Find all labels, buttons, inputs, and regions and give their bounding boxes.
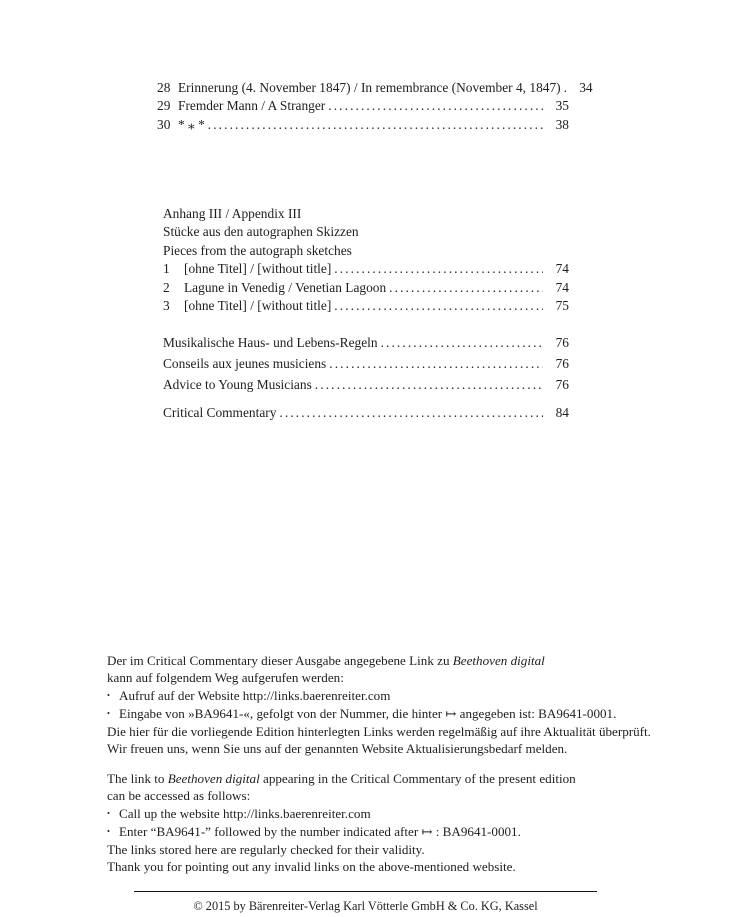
toc-entry-title: [ohne Titel] / [without title]	[184, 298, 332, 314]
note-bullet-line	[107, 687, 687, 705]
toc-entry-title: Fremder Mann / A Stranger	[178, 98, 326, 114]
copyright-text: © 2015 by Bärenreiter-Verlag Karl Vötterle GmbH & Co. KG, Kassel	[193, 899, 538, 913]
dot-leader	[312, 375, 543, 396]
note-line: Thank you for pointing out any invalid links on the above-mentioned website.	[107, 859, 516, 875]
dot-leader	[386, 279, 543, 297]
note-text-italic: Beethoven digital	[167, 771, 260, 786]
toc-entry-page: 34	[579, 80, 593, 95]
toc-entry-number: 2	[163, 279, 170, 295]
note-text: Aufruf auf der Website http://links.baerenreiter.com	[119, 687, 391, 703]
note-text: appearing in the Critical Commentary of the present edition	[259, 771, 576, 786]
toc-entry-number: 29	[157, 98, 171, 114]
toc-entry-page: 84	[555, 405, 569, 420]
link-note-english	[107, 770, 687, 875]
note-line: The links stored here are regularly checked for their validity.	[107, 841, 425, 857]
toc-section-commentary	[157, 404, 569, 422]
toc-row	[157, 79, 593, 97]
note-text: Der im Critical Commentary dieser Ausgabe angegebene Link zu	[107, 653, 453, 668]
dot-leader	[326, 354, 543, 375]
dot-leader	[331, 260, 543, 278]
note-line: Wir freuen uns, wenn Sie uns auf der genannten Website Aktualisierungsbedarf melden.	[107, 741, 568, 757]
footer-divider	[134, 891, 597, 892]
dot-leader	[276, 404, 543, 422]
toc-section-rules	[157, 333, 569, 395]
toc-entry-page: 76	[555, 355, 569, 371]
toc-entry-title: Musikalische Haus- und Lebens-Regeln	[163, 335, 378, 350]
appendix-subheading-english: Pieces from the autograph sketches	[163, 242, 352, 258]
note-line: kann auf folgendem Weg aufgerufen werden:	[107, 670, 344, 686]
toc-entry-title: Critical Commentary	[163, 405, 277, 420]
note-text: Call up the website http://links.baerenreiter.com	[119, 805, 371, 821]
toc-row	[157, 375, 569, 396]
note-bullet-line	[107, 805, 687, 823]
bullet-icon: •	[107, 690, 110, 701]
toc-entry-number: 3	[163, 298, 170, 314]
toc-entry-number: 30	[157, 116, 171, 132]
note-bullet-line	[107, 823, 687, 841]
toc-row	[157, 354, 569, 375]
toc-row	[157, 333, 569, 354]
dot-leader	[205, 116, 543, 134]
toc-entry-page: 76	[555, 376, 569, 392]
note-line: Die hier für die vorliegende Edition hinterlegten Links werden regelmäßig auf ihre Aktualität überprüft.	[107, 723, 651, 739]
toc-entry-title: [ohne Titel] / [without title]	[184, 261, 332, 277]
toc-row	[157, 97, 569, 115]
toc-entry-page: 35	[555, 98, 569, 114]
note-bullet-line	[107, 705, 687, 723]
toc-entry-title: Erinnerung (4. November 1847) / In remembrance (November 4, 1847)	[178, 80, 561, 95]
toc-entry-page: 76	[555, 335, 569, 350]
toc-entry-title: Lagune in Venedig / Venetian Lagoon	[184, 279, 387, 295]
toc-entry-title: Conseils aux jeunes musiciens	[163, 355, 327, 371]
toc-entry-page: 74	[555, 261, 569, 277]
toc-entry-page: 75	[555, 298, 569, 314]
toc-row	[157, 404, 569, 422]
note-text: Eingabe von »BA9641-«, gefolgt von der Nummer, die hinter ↦ angegeben ist: BA9641-0001.	[119, 705, 617, 721]
note-text: Enter “BA9641-” followed by the number indicated after ↦ : BA9641-0001.	[119, 823, 521, 839]
appendix-heading: Anhang III / Appendix III	[163, 206, 302, 221]
link-note-german	[107, 652, 687, 757]
bullet-icon: •	[107, 826, 110, 837]
toc-row	[157, 260, 569, 278]
toc-section-appendix	[157, 205, 569, 315]
dot-leader	[331, 297, 543, 315]
dot-leader	[325, 97, 543, 115]
toc-entry-title: * ⁎ *	[178, 116, 205, 132]
bullet-icon: •	[107, 708, 110, 719]
note-line	[107, 770, 687, 787]
bullet-icon: •	[107, 808, 110, 819]
toc-row	[157, 279, 569, 297]
note-text: The link to	[107, 771, 168, 786]
dot-leader	[378, 333, 543, 354]
toc-entry-number: 28	[157, 80, 171, 95]
appendix-subheading-german: Stücke aus den autographen Skizzen	[163, 224, 359, 240]
toc-section-main	[157, 79, 593, 134]
note-line: can be accessed as follows:	[107, 788, 251, 804]
toc-entry-title: Advice to Young Musicians	[163, 376, 312, 392]
note-text-italic: Beethoven digital	[452, 653, 545, 668]
toc-entry-page: 38	[555, 116, 569, 132]
toc-entry-number: 1	[163, 261, 170, 277]
note-line	[107, 652, 687, 669]
toc-row	[157, 297, 569, 315]
toc-entry-page: 74	[555, 279, 569, 295]
toc-row	[157, 116, 569, 134]
